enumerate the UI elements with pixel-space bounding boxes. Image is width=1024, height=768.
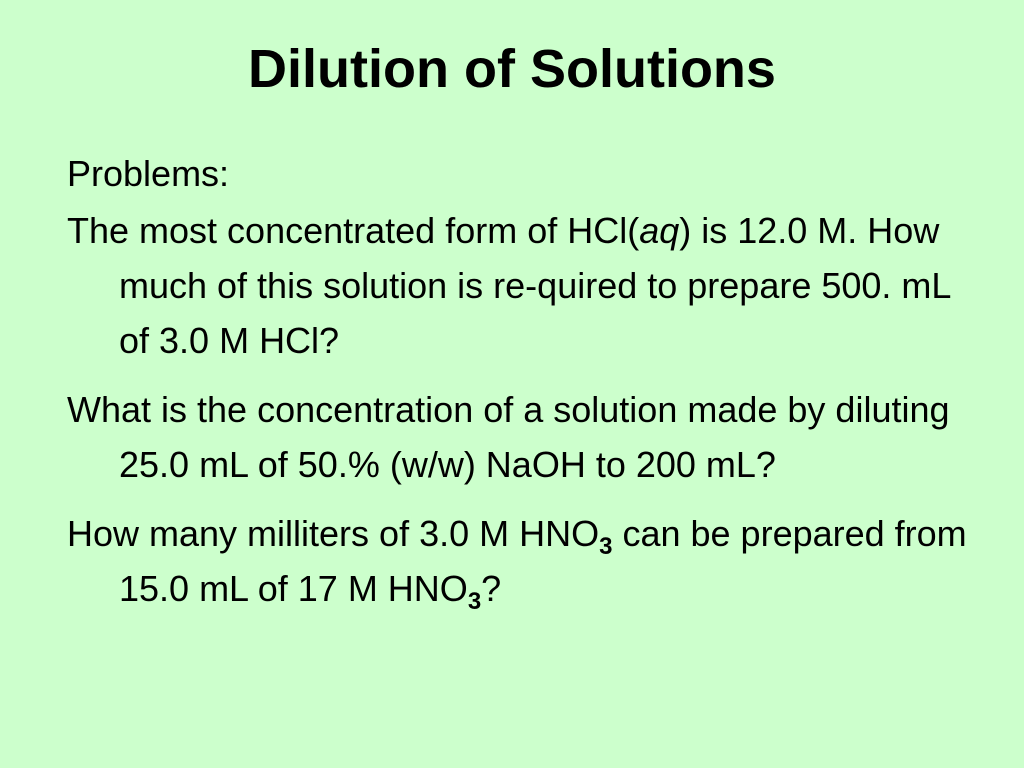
- problem-3-text-a: How many milliters of 3.0 M HNO: [67, 513, 600, 554]
- problems-heading: Problems:: [67, 153, 230, 194]
- problem-1-text-a: The most concentrated form of HCl(: [67, 210, 640, 251]
- problem-3-text-c: ?: [481, 568, 502, 609]
- problem-3-subscript-b: 3: [467, 588, 482, 615]
- problem-1: [67, 203, 967, 368]
- problem-1-aq: aq: [639, 210, 680, 251]
- problem-3-subscript-a: 3: [599, 533, 613, 560]
- problem-2: What is the concentration of a solution made by diluting 25.0 mL of 50.% (w/w) NaOH to 200 mL?: [67, 389, 950, 485]
- problem-3-text-b: can be prepared from 15.0 mL of 17 M HNO: [119, 513, 967, 609]
- slide-body: [67, 146, 967, 630]
- problem-3: [67, 506, 967, 616]
- slide-title: Dilution of Solutions: [248, 39, 776, 99]
- problem-1-text-b: ) is 12.0 M. How much of this solution is re-quired to prepare 500. mL of 3.0 M HCl?: [119, 210, 951, 361]
